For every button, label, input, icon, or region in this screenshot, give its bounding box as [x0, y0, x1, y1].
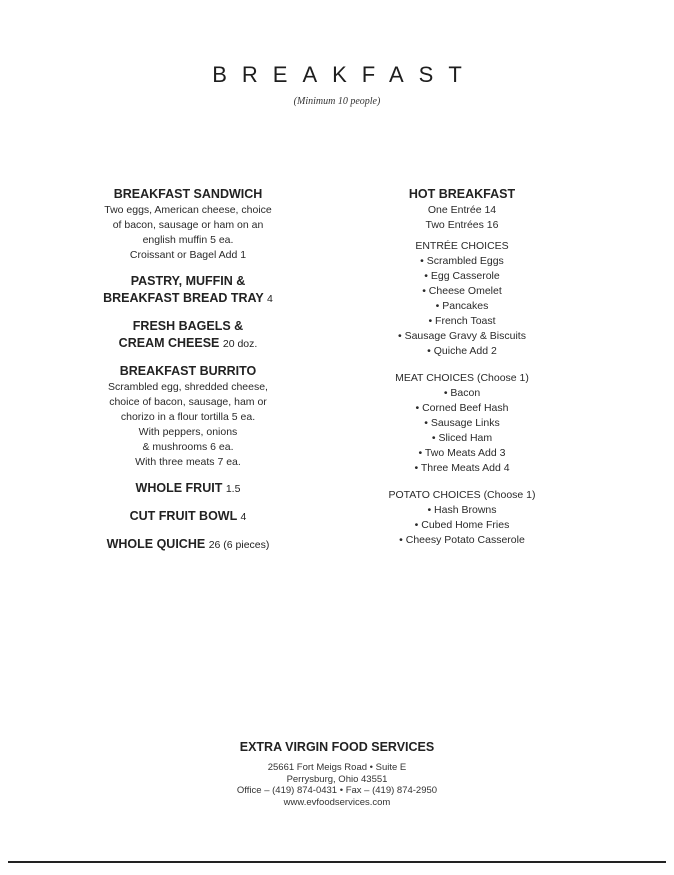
potato-choices-list	[352, 488, 572, 548]
item-heading: FRESH BAGELS &	[132, 319, 244, 333]
item-price: 4	[240, 511, 247, 523]
page-subtitle: (Minimum 10 people)	[293, 96, 381, 107]
list-item: • Egg Casserole	[424, 270, 500, 282]
list-item: • Three Meats Add 4	[414, 462, 510, 474]
item-heading: WHOLE FRUIT	[135, 481, 223, 495]
list-item: • Sausage Gravy & Biscuits	[398, 330, 526, 342]
company-name: EXTRA VIRGIN FOOD SERVICES	[239, 740, 435, 754]
company-footer	[0, 740, 674, 808]
list-heading: POTATO CHOICES (Choose 1)	[388, 489, 536, 501]
list-item: • Quiche Add 2	[427, 345, 497, 357]
item-price: 4	[267, 293, 273, 305]
list-heading: MEAT CHOICES (Choose 1)	[395, 372, 529, 384]
item-heading: WHOLE QUICHE	[106, 537, 206, 551]
menu-item-breakfast-sandwich	[88, 186, 288, 263]
item-desc-line: english muffin 5 ea.	[142, 234, 234, 246]
city-line: Perrysburg, Ohio 43551	[286, 773, 388, 785]
item-heading-row	[88, 480, 288, 498]
item-price: 1.5	[225, 483, 241, 495]
item-desc-line: chorizo in a flour tortilla 5 ea.	[120, 411, 256, 423]
list-item: • Bacon	[443, 387, 481, 399]
item-price: 20 doz.	[222, 338, 258, 350]
item-heading: HOT BREAKFAST	[408, 187, 516, 201]
menu-item-fresh-bagels	[88, 318, 288, 353]
item-heading: CREAM CHEESE	[118, 336, 220, 350]
item-heading: PASTRY, MUFFIN &	[130, 274, 246, 288]
list-item: • Pancakes	[435, 300, 489, 312]
item-heading-line2	[88, 335, 288, 353]
meat-choices-list	[352, 371, 572, 476]
list-item: • Sliced Ham	[431, 432, 493, 444]
item-heading: BREAKFAST BREAD TRAY	[103, 291, 264, 305]
list-item: • Hash Browns	[427, 504, 497, 516]
list-item: • Cheesy Potato Casserole	[399, 534, 525, 546]
item-desc-line: Two eggs, American cheese, choice	[104, 204, 272, 216]
menu-item-whole-quiche	[88, 536, 288, 554]
item-heading-line2	[88, 290, 288, 308]
item-desc-line: With peppers, onions	[138, 426, 238, 438]
item-heading: BREAKFAST SANDWICH	[113, 187, 263, 201]
item-desc-line: Croissant or Bagel Add 1	[129, 249, 247, 261]
address-line: 25661 Fort Meigs Road • Suite E	[267, 762, 407, 773]
item-price: 26 (6 pieces)	[208, 539, 270, 551]
item-desc-line: With three meats 7 ea.	[135, 456, 241, 468]
item-heading: CUT FRUIT BOWL	[129, 509, 238, 523]
list-item: • Cheese Omelet	[422, 285, 502, 297]
list-item: • Scrambled Eggs	[420, 255, 504, 267]
item-desc-line: & mushrooms 6 ea.	[142, 441, 234, 453]
page-title: BREAKFAST	[212, 62, 477, 87]
menu-item-breakfast-burrito	[88, 363, 288, 470]
list-item: • Corned Beef Hash	[415, 402, 509, 414]
menu-item-hot-breakfast	[352, 186, 572, 233]
item-price-line: One Entrée 14	[427, 204, 497, 216]
left-menu-column	[88, 186, 288, 564]
item-heading: BREAKFAST BURRITO	[119, 364, 257, 378]
item-desc-line: choice of bacon, sausage, ham or	[109, 396, 267, 408]
list-item: • Sausage Links	[424, 417, 500, 429]
menu-item-pastry-tray	[88, 273, 288, 308]
phone-line: Office – (419) 874-0431 • Fax – (419) 874-2950	[236, 785, 438, 796]
list-heading: ENTRÉE CHOICES	[415, 240, 509, 252]
bottom-divider	[8, 861, 666, 863]
item-desc-line: of bacon, sausage or ham on an	[112, 219, 264, 231]
list-item: • Two Meats Add 3	[418, 447, 506, 459]
list-item: • French Toast	[428, 315, 496, 327]
item-desc-line: Scrambled egg, shredded cheese,	[108, 381, 268, 393]
entree-choices-list	[352, 239, 572, 359]
menu-item-whole-fruit	[88, 480, 288, 498]
right-menu-column	[352, 186, 572, 548]
menu-item-cut-fruit-bowl	[88, 508, 288, 526]
item-heading-row	[88, 536, 288, 554]
list-item: • Cubed Home Fries	[414, 519, 510, 531]
website-link[interactable]: www.evfoodservices.com	[283, 796, 391, 808]
item-heading-row	[88, 508, 288, 526]
item-price-line: Two Entrées 16	[425, 219, 499, 231]
